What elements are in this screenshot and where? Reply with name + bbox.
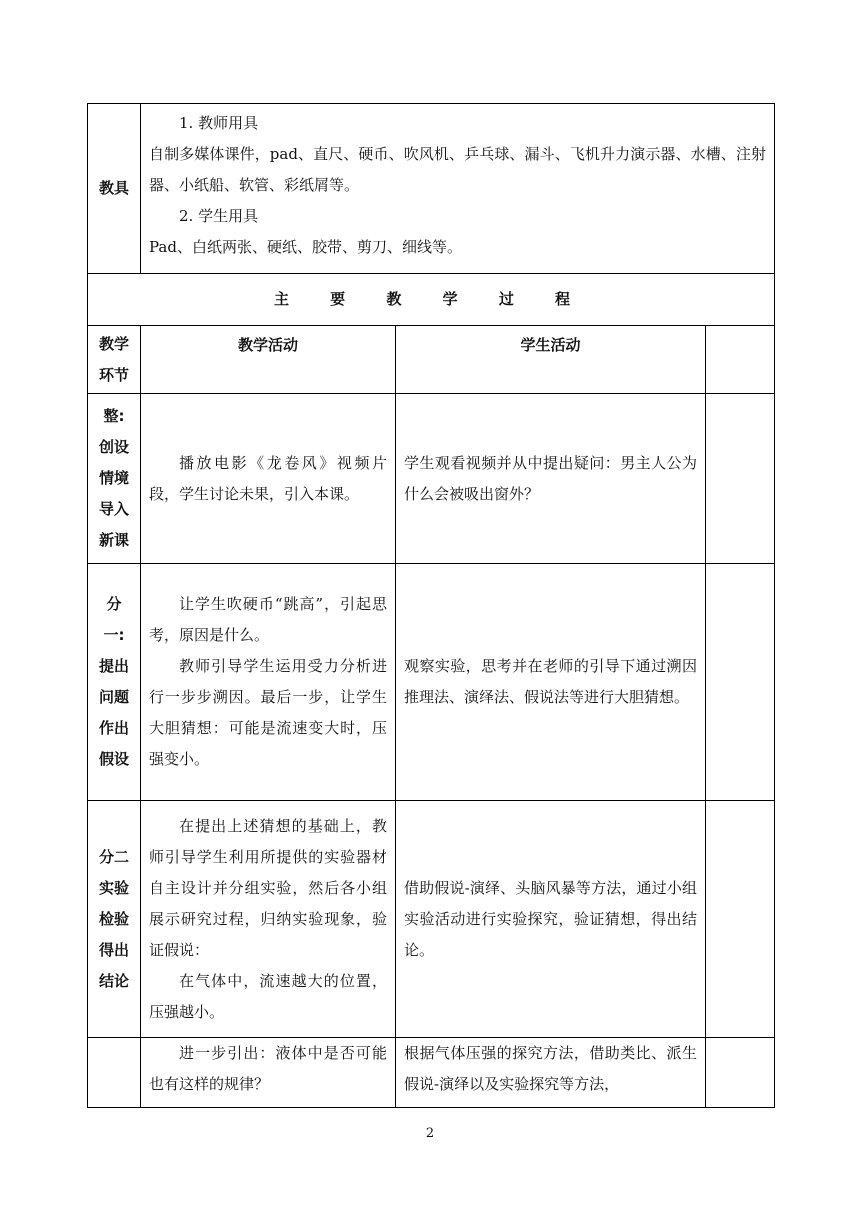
stage-line: 分二 — [98, 847, 129, 866]
teacher-activity-text: 在气体中，流速越大的位置，压强越小。 — [149, 971, 387, 1021]
stage-row — [88, 801, 775, 1038]
student-tools-heading: 2. 学生用具 — [179, 207, 259, 225]
stage-line: 假设 — [98, 750, 129, 768]
teacher-activity-text: 教师引导学生运用受力分析进行一步步溯因。最后一步，让学生大胆猜想：可能是流速变大时，压强变小。 — [149, 657, 387, 768]
student-activity-cell: 借助假说-演绎、头脑风暴等方法，通过小组实验活动进行实验探究，验证猜想，得出结论。 — [396, 801, 706, 1038]
stage-line: 作出 — [98, 719, 129, 737]
blank-cell — [706, 1038, 775, 1108]
student-activity-cell: 根据气体压强的探究方法，借助类比、派生假说-演绎以及实验探究等方法， — [396, 1038, 706, 1108]
teacher-tools-list: 自制多媒体课件，pad、直尺、硬币、吹风机、乒乓球、漏斗、飞机升力演示器、水槽、注射器、小纸船、软管、彩纸屑等。 — [149, 145, 767, 194]
stage-line: 问题 — [98, 688, 129, 706]
stage-label — [88, 1038, 141, 1108]
blank-cell — [706, 394, 775, 564]
stage-header-line2: 环节 — [98, 365, 129, 384]
equipment-label: 教具 — [88, 104, 141, 274]
teacher-activity-text: 进一步引出：液体中是否可能也有这样的规律？ — [149, 1044, 387, 1093]
stage-header-line1: 教学 — [98, 334, 129, 353]
stage-line: 分 — [106, 595, 122, 613]
stage-line: 情境 — [98, 469, 129, 487]
header-row — [88, 326, 775, 394]
teacher-activity-cell — [141, 564, 396, 801]
section-title: 主 要 教 学 过 程 — [88, 274, 775, 326]
stage-line: 得出 — [98, 940, 129, 959]
teacher-activity-cell — [141, 1038, 396, 1108]
stage-label — [88, 564, 141, 801]
stage-line: 提出 — [98, 657, 129, 675]
stage-line: 检验 — [98, 909, 129, 928]
blank-cell — [706, 564, 775, 801]
stage-header — [88, 326, 141, 394]
blank-header-cell — [706, 326, 775, 394]
teacher-activity-cell — [141, 394, 396, 564]
equipment-content — [141, 104, 775, 274]
lesson-plan-table — [87, 103, 775, 1108]
student-activity-header: 学生活动 — [396, 326, 706, 394]
stage-row — [88, 564, 775, 801]
stage-label — [88, 801, 141, 1038]
stage-line: 整: — [103, 407, 125, 425]
equipment-row — [88, 104, 775, 274]
teacher-activity-cell — [141, 801, 396, 1038]
student-activity-cell: 学生观看视频并从中提出疑问：男主人公为什么会被吸出窗外？ — [396, 394, 706, 564]
stage-line: 实验 — [98, 878, 129, 897]
teacher-activity-text: 让学生吹硬币“跳高”，引起思考，原因是什么。 — [149, 595, 387, 644]
stage-row — [88, 394, 775, 564]
section-title-row — [88, 274, 775, 326]
stage-line: 结论 — [98, 971, 129, 990]
stage-label — [88, 394, 141, 564]
stage-line: 一: — [103, 626, 125, 644]
teacher-activity-text: 在提出上述猜想的基础上，教师引导学生利用所提供的实验器材自主设计并分组实验，然后各小组展示研究过程，归纳实验现象，验证假说： — [149, 816, 387, 959]
teacher-activity-text: 播放电影《龙卷风》视频片段，学生讨论未果，引入本课。 — [149, 453, 387, 503]
student-tools-list: Pad、白纸两张、硬纸、胶带、剪刀、细线等。 — [149, 238, 462, 256]
blank-cell — [706, 801, 775, 1038]
student-activity-cell: 观察实验，思考并在老师的引导下通过溯因推理法、演绎法、假说法等进行大胆猜想。 — [396, 564, 706, 801]
teacher-tools-heading: 1. 教师用具 — [179, 114, 259, 132]
stage-line: 新课 — [98, 531, 129, 549]
stage-row — [88, 1038, 775, 1108]
teacher-activity-header: 教学活动 — [141, 326, 396, 394]
stage-line: 导入 — [98, 500, 129, 518]
page-number: 2 — [425, 1126, 435, 1141]
stage-line: 创设 — [98, 438, 129, 456]
